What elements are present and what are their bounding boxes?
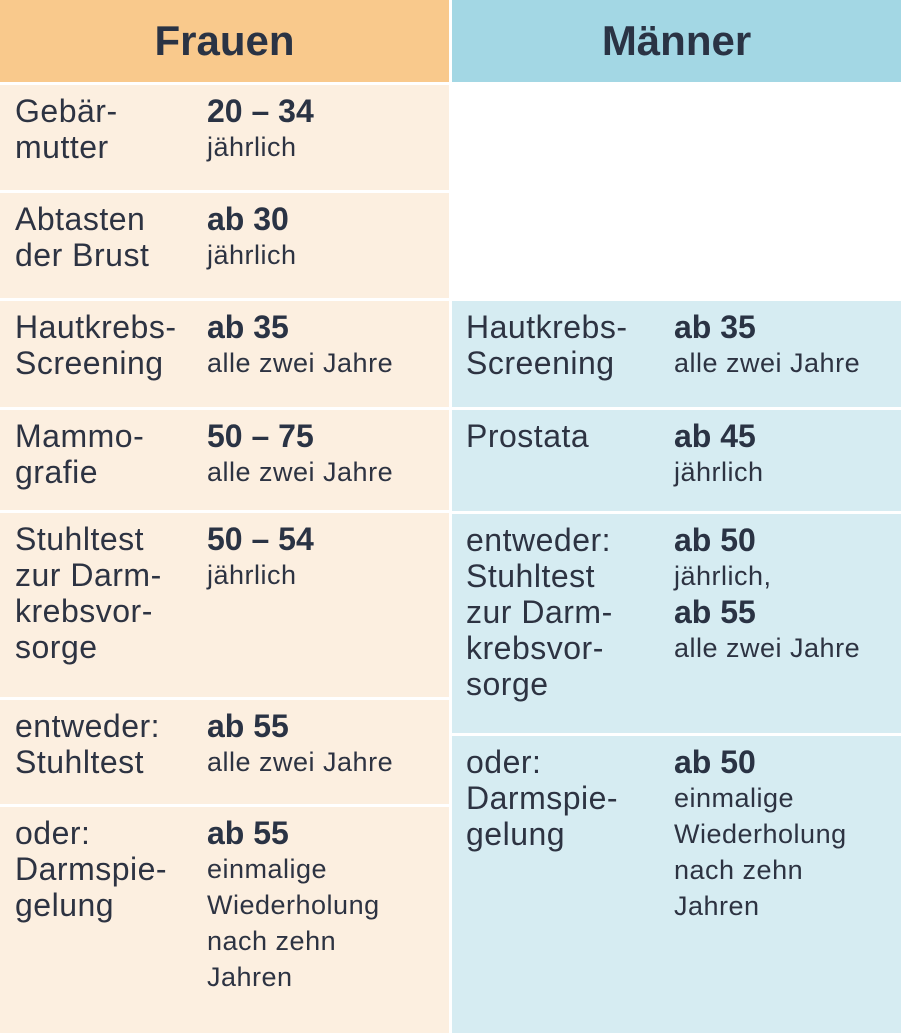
age-range: 50 – 75 (207, 418, 314, 454)
empty-cell (452, 85, 901, 301)
frequency: einmalige Wiederholung nach zehn Jahren (207, 854, 380, 992)
exam-info (207, 815, 380, 995)
age-range: ab 50 (674, 522, 756, 558)
frequency: jährlich (207, 560, 297, 590)
age-range: ab 55 (207, 708, 289, 744)
exam-info (207, 93, 314, 165)
men-column (452, 0, 901, 1033)
frequency: jährlich (674, 457, 764, 487)
exam-info (207, 521, 314, 593)
exam-label: entweder: Stuhltest (15, 708, 161, 780)
frequency: alle zwei Jahre (207, 457, 394, 487)
exam-label: Gebär- mutter (15, 93, 118, 165)
frequency-secondary: alle zwei Jahre (674, 633, 861, 663)
table-row (0, 513, 449, 700)
exam-info (207, 201, 297, 273)
exam-label: Mammo- grafie (15, 418, 145, 490)
women-column (0, 0, 449, 1033)
exam-info (207, 309, 393, 381)
exam-label: entweder: Stuhltest zur Darm- krebsvor- sorge (466, 522, 613, 702)
exam-info (207, 418, 393, 490)
exam-info (674, 418, 764, 490)
age-range: 20 – 34 (207, 93, 314, 129)
table-row (452, 301, 901, 410)
age-range: ab 35 (674, 309, 756, 345)
frequency: einmalige Wiederholung nach zehn Jahren (674, 783, 847, 921)
age-range: 50 – 54 (207, 521, 314, 557)
exam-info (674, 309, 860, 381)
table-row (452, 736, 901, 1033)
age-range-secondary: ab 55 (674, 594, 756, 630)
exam-label: Prostata (466, 418, 590, 454)
table-row (0, 301, 449, 410)
table-row (0, 85, 449, 193)
women-header: Frauen (0, 0, 449, 82)
table-row (0, 700, 449, 807)
age-range: ab 35 (207, 309, 289, 345)
frequency: jährlich (207, 132, 297, 162)
age-range: ab 50 (674, 744, 756, 780)
table-row (0, 807, 449, 1033)
exam-label: oder: Darmspie- gelung (466, 744, 619, 852)
table-row (0, 410, 449, 513)
frequency: alle zwei Jahre (207, 348, 394, 378)
frequency: jährlich (207, 240, 297, 270)
exam-info (207, 708, 393, 780)
exam-info (674, 522, 860, 666)
exam-info (674, 744, 847, 924)
frequency: jährlich, (674, 561, 772, 591)
table-row (452, 514, 901, 736)
exam-label: Abtasten der Brust (15, 201, 150, 273)
exam-label: Stuhltest zur Darm- krebsvor- sorge (15, 521, 162, 665)
frequency: alle zwei Jahre (674, 348, 861, 378)
exam-label: oder: Darmspie- gelung (15, 815, 168, 923)
table-row (452, 410, 901, 514)
men-header: Männer (452, 0, 901, 82)
table-row (0, 193, 449, 301)
age-range: ab 55 (207, 815, 289, 851)
age-range: ab 30 (207, 201, 289, 237)
exam-label: Hautkrebs- Screening (15, 309, 177, 381)
exam-label: Hautkrebs- Screening (466, 309, 628, 381)
frequency: alle zwei Jahre (207, 747, 394, 777)
age-range: ab 45 (674, 418, 756, 454)
